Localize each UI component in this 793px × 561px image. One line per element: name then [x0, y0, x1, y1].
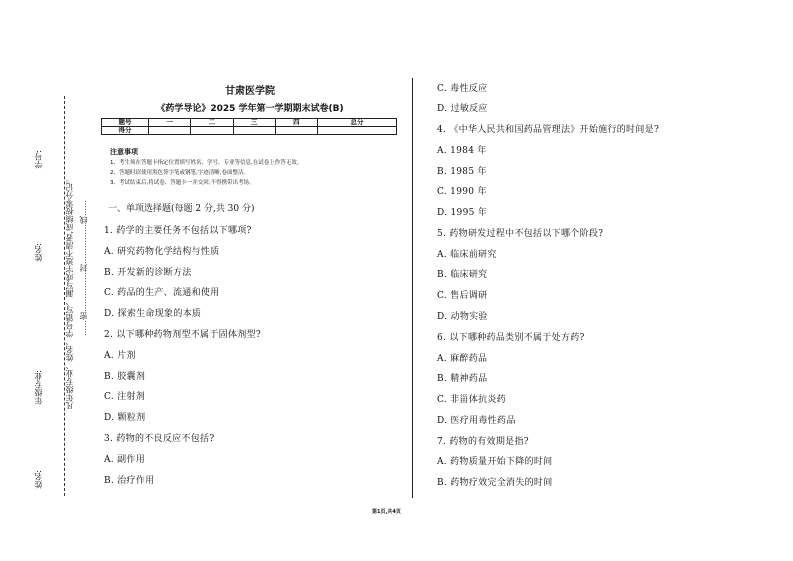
score-input-cell: [318, 127, 397, 135]
binding-note: 凡年级专业、姓名、学号错写、漏写或字迹不清者,成绩按零分记。: [65, 175, 74, 410]
question-line: 4. 《中华人民共和国药品管理法》开始施行的时间是?: [437, 125, 660, 135]
option-line: C. 非甾体抗炎药: [437, 395, 506, 405]
option-line: A. 麻醉药品: [437, 354, 488, 364]
section-heading: 一、单项选择题(每题 2 分,共 30 分): [108, 204, 255, 214]
score-cell: 二: [191, 119, 233, 127]
page-number: 第1页,共4页: [372, 509, 401, 515]
option-line: A. 药物质量开始下降的时间: [437, 457, 553, 467]
option-line: D. 医疗用毒性药品: [437, 416, 516, 426]
major-label: 年级专业:: [34, 370, 43, 405]
notice-item: 1、考生须在答题卡指定位置填写姓名、学号、专业等信息,在试卷上作答无效。: [110, 160, 303, 166]
question-line: 7. 药物的有效期是指?: [437, 437, 529, 447]
option-line: B. 临床研究: [437, 270, 488, 280]
score-table-header-row: [102, 119, 397, 127]
exam-title: 《药学导论》2025 学年第一学期期末试卷(B): [156, 104, 344, 114]
class-label: 姓名:: [34, 470, 43, 489]
option-line: B. 治疗作用: [104, 476, 155, 486]
option-line: C. 注射剂: [104, 392, 146, 402]
score-row-label: 得分: [102, 127, 149, 135]
notice-item: 2、答题时请使用黑色签字笔或钢笔,字迹清晰,卷面整洁。: [110, 170, 249, 176]
option-line: D. 1995 年: [437, 208, 488, 218]
option-line: B. 药物疗效完全消失的时间: [437, 478, 553, 488]
option-line: A. 片剂: [104, 351, 136, 361]
column-divider: [412, 78, 413, 498]
option-line: D. 颗粒剂: [104, 413, 146, 423]
option-line: B. 开发新的诊断方法: [104, 268, 192, 278]
question-line: 5. 药物研发过程中不包括以下哪个阶段?: [437, 229, 604, 239]
school-name: 甘肃医学院: [225, 86, 275, 97]
option-line: B. 1985 年: [437, 167, 487, 177]
notice-item: 3、考试结束后,将试卷、答题卡一并交回,不得携带出考场。: [110, 180, 255, 186]
option-line: C. 毒性反应: [437, 84, 488, 94]
score-table-score-row: [102, 127, 397, 135]
score-cell: 总分: [318, 119, 397, 127]
option-line: A. 临床前研究: [437, 250, 497, 260]
score-cell: 题号: [102, 119, 149, 127]
option-line: C. 1990 年: [437, 187, 487, 197]
score-input-cell: [191, 127, 233, 135]
score-cell: 三: [233, 119, 275, 127]
question-line: 1. 药学的主要任务不包括以下哪项?: [104, 226, 252, 236]
seal-line-text: ……密……………封……………线……: [79, 200, 88, 336]
option-line: D. 动物实验: [437, 312, 488, 322]
option-line: B. 胶囊剂: [104, 372, 146, 382]
score-cell: 一: [149, 119, 191, 127]
score-input-cell: [275, 127, 317, 135]
option-line: C. 售后调研: [437, 291, 488, 301]
notice-title: 注意事项: [110, 148, 138, 156]
option-line: C. 药品的生产、流通和使用: [104, 288, 220, 298]
question-line: 2. 以下哪种药物剂型不属于固体剂型?: [104, 330, 261, 340]
option-line: A. 副作用: [104, 455, 146, 465]
option-line: A. 研究药物化学结构与性质: [104, 247, 220, 257]
student-no-label: 学号:: [34, 150, 43, 169]
option-line: B. 精神药品: [437, 374, 488, 384]
question-line: 6. 以下哪种药品类别不属于处方药?: [437, 333, 585, 343]
option-line: A. 1984 年: [437, 146, 487, 156]
option-line: D. 过敏反应: [437, 104, 488, 114]
score-input-cell: [233, 127, 275, 135]
name-label: 姓名:: [34, 243, 43, 262]
option-line: D. 探索生命现象的本质: [104, 309, 202, 319]
score-input-cell: [149, 127, 191, 135]
question-line: 3. 药物的不良反应不包括?: [104, 434, 215, 444]
score-cell: 四: [275, 119, 317, 127]
score-table: [101, 118, 397, 135]
